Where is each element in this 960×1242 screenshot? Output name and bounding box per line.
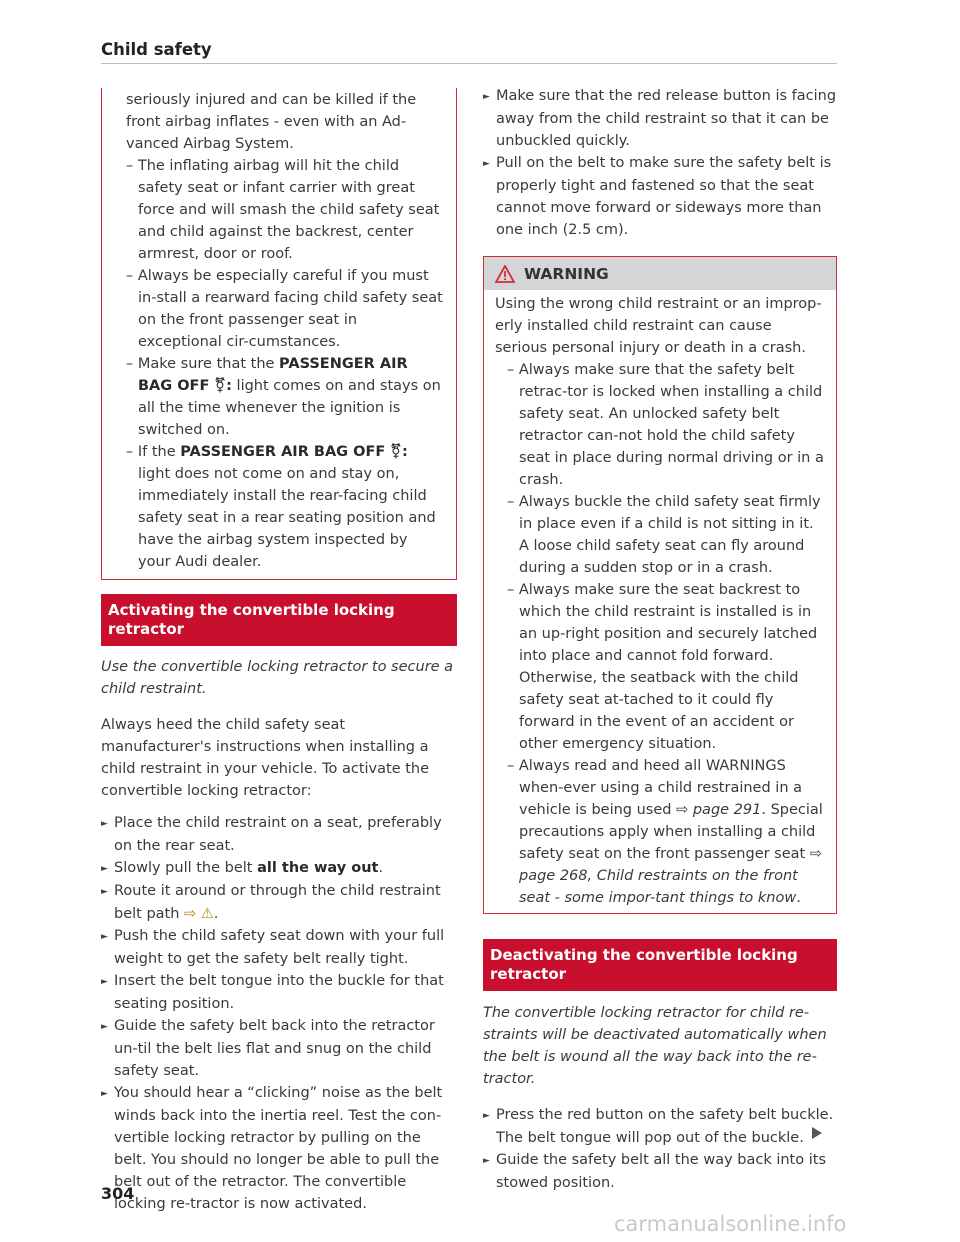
warning-item: – Always buckle the child safety seat firmly in place even if a child is not sitting in it. A loose child safety seat can fly around during a sudden stop or in a crash.	[507, 494, 821, 576]
watermark: carmanualsonline.info	[614, 1212, 847, 1236]
arrow-marker-icon: ►	[101, 1022, 108, 1032]
arrow-marker-icon: ►	[101, 932, 108, 942]
page-number: 304	[101, 1184, 135, 1203]
arrow-marker-icon: ►	[101, 887, 108, 897]
warning-ref-link[interactable]: ⇨ ⚠	[184, 906, 214, 922]
step-item: ► Place the child restraint on a seat, preferably on the rear seat.	[101, 815, 442, 854]
warning-item: – If the PASSENGER AIR BAG OFF ⚧: light does not come on and stay on, immediately install the rear-facing child safety seat in a rear seating position and have the airbag system inspected by your Audi dealer.	[126, 444, 436, 570]
page-header-title: Child safety	[101, 40, 212, 59]
step-item: ► Insert the belt tongue into the buckle for that seating position.	[101, 973, 444, 1012]
arrow-marker-icon: ►	[101, 864, 108, 874]
activation-steps	[101, 812, 457, 1215]
arrow-marker-icon: ►	[483, 92, 490, 102]
left-column	[101, 88, 457, 1215]
warning-box	[483, 256, 837, 914]
step-item: ► Slowly pull the belt all the way out.	[101, 857, 457, 880]
step-item: ► Route it around or through the child restraint belt path ⇨ ⚠.	[101, 883, 441, 922]
step-item: ► Push the child safety seat down with your full weight to get the safety belt really tight.	[101, 928, 445, 967]
step-item: ► Guide the safety belt back into the retractor un-til the belt lies flat and snug on the child safety seat.	[101, 1018, 435, 1079]
warning-item: – Always be especially careful if you must in-stall a rearward facing child safety seat on the front passenger seat in exceptional cir-cumstances.	[126, 268, 443, 350]
warning-continuation-lead: seriously injured and can be killed if the front airbag inflates - even with an Ad-vanced Airbag System.	[126, 92, 417, 152]
section-title-activating: Activating the convertible locking retractor	[101, 594, 457, 646]
step-item: ► Press the red button on the safety belt buckle. The belt tongue will pop out of the buckle.	[483, 1107, 834, 1146]
section-intro: The convertible locking retractor for child re-straints will be deactivated automatically when the belt is wound all the way back into the re-tractor.	[483, 1005, 827, 1087]
arrow-marker-icon: ►	[101, 819, 108, 829]
arrow-marker-icon: ►	[483, 1111, 490, 1121]
warning-item: – Make sure that the PASSENGER AIR BAG OFF ⚧: light comes on and stays on all the time whenever the ignition is switched on.	[126, 356, 441, 438]
warning-triangle-icon	[495, 265, 515, 283]
step-item: ► Make sure that the red release button is facing away from the child restraint so that it can be unbuckled quickly.	[483, 88, 837, 149]
section-title-deactivating: Deactivating the convertible locking retractor	[483, 939, 837, 991]
warning-continuation-box	[101, 88, 457, 580]
warning-body	[484, 290, 836, 913]
right-column	[483, 85, 837, 1194]
warning-intro: Using the wrong child restraint or an improp-erly installed child restraint can cause serious personal injury or death in a crash.	[495, 296, 822, 356]
warning-item: – Always make sure that the safety belt retrac-tor is locked when installing a child safety seat. An unlocked safety belt retractor can-not hold the child safety seat in place during normal driving or in a crash.	[507, 362, 824, 488]
warning-label: WARNING	[524, 264, 609, 283]
step-item: ► Guide the safety belt all the way back into its stowed position.	[483, 1152, 826, 1191]
arrow-marker-icon: ►	[483, 159, 490, 169]
arrow-marker-icon: ►	[101, 977, 108, 987]
arrow-marker-icon: ►	[101, 1089, 108, 1099]
header-divider	[101, 63, 837, 64]
body-paragraph: Always heed the child safety seat manufacturer's instructions when installing a child restraint in your vehicle. To activate the convertible locking retractor:	[101, 717, 430, 799]
airbag-off-icon: ⚧:	[213, 378, 232, 394]
step-item: ► You should hear a “clicking” noise as the belt winds back into the inertia reel. Test the con-vertible locking retractor by pulling on the belt. You should no longer be able to pull the belt out of the retractor. The convertible locking re-tractor is now activated.	[101, 1085, 443, 1212]
page-ref-link[interactable]: ⇨ page 268, Child restraints on the front seat - some impor-tant things to know	[519, 846, 822, 906]
section-intro: Use the convertible locking retractor to secure a child restraint.	[101, 659, 454, 697]
warning-item: – The inflating airbag will hit the child safety seat or infant carrier with great force and will smash the child safety seat and child against the backrest, center armrest, door or roof.	[126, 158, 440, 262]
warning-item: – Always read and heed all WARNINGS when-ever using a child restrained in a vehicle is being used ⇨ page 291. Special precautions apply when installing a child safety seat on the front passenger seat ⇨ page 268, Child restraints on the front seat - some impor-tant things to know.	[507, 758, 823, 906]
page-ref-link[interactable]: ⇨ page 291	[676, 802, 762, 818]
step-item: ► Pull on the belt to make sure the safety belt is properly tight and fastened so that the seat cannot move forward or sideways more than one inch (2.5 cm).	[483, 155, 832, 238]
continue-arrow-icon	[812, 1127, 822, 1139]
warning-header	[484, 257, 836, 290]
deactivation-steps	[483, 1104, 837, 1194]
warning-item: – Always make sure the seat backrest to which the child restraint is installed is in an up-right position and securely latched into place and cannot fold forward. Otherwise, the seatback with the child safety seat at-tached to it could fly forward in the event of an accident or other emergency situation.	[507, 582, 818, 752]
arrow-marker-icon: ►	[483, 1156, 490, 1166]
airbag-off-icon: ⚧:	[389, 444, 408, 460]
